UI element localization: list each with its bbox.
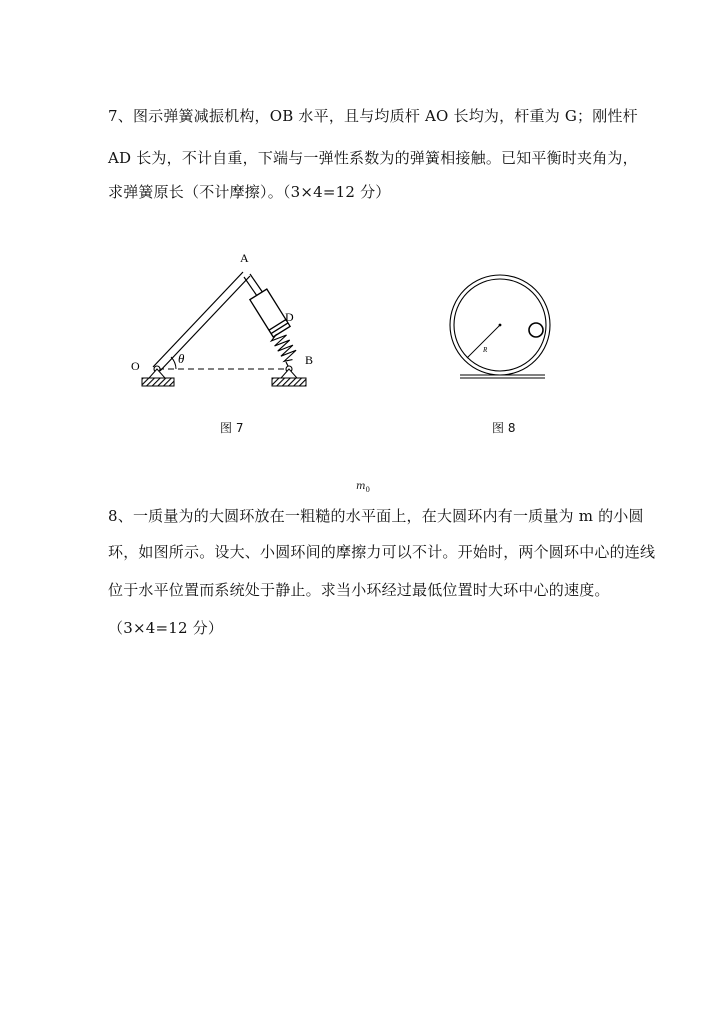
problem8-line-4: （3×4=12 分） bbox=[108, 619, 224, 637]
problem8-line-2: 环，如图所示。设大、小圆环间的摩擦力可以不计。开始时，两个圆环中心的连线 bbox=[108, 543, 656, 561]
figure-8-diagram bbox=[450, 275, 550, 378]
label-theta: θ bbox=[178, 351, 185, 366]
problem7-line-3: 求弹簧原长（不计摩擦）。（3×4=12 分） bbox=[108, 183, 391, 201]
figure-8-caption: 图 8 bbox=[492, 421, 516, 435]
label-b: B bbox=[305, 353, 314, 367]
problem8-line-3: 位于水平位置而系统处于静止。求当小环经过最低位置时大环中心的速度。 bbox=[108, 581, 610, 599]
label-d: D bbox=[285, 310, 294, 324]
problem8-line-1: 8、一质量为的大圆环放在一粗糙的水平面上，在大圆环内有一质量为 m 的小圆 bbox=[108, 507, 644, 525]
mass-subscript: 0 bbox=[365, 486, 370, 494]
support-b bbox=[272, 369, 306, 386]
rod-ao bbox=[153, 272, 250, 371]
label-o: O bbox=[131, 359, 140, 373]
problem7-line-2: AD 长为，不计自重，下端与一弹性系数为的弹簧相接触。已知平衡时夹角为， bbox=[108, 149, 638, 167]
small-ring bbox=[529, 323, 543, 337]
mass-symbol: m bbox=[356, 481, 366, 492]
figure-7-caption: 图 7 bbox=[220, 421, 244, 435]
mass-label bbox=[356, 481, 370, 494]
support-o bbox=[142, 369, 174, 386]
problem7-line-1: 7、图示弹簧减振机构，OB 水平，且与均质杆 AO 长均为，杆重为 G；刚性杆 bbox=[108, 107, 638, 125]
label-r: R bbox=[483, 346, 488, 354]
label-a: A bbox=[240, 251, 249, 265]
center-dot bbox=[499, 324, 502, 327]
